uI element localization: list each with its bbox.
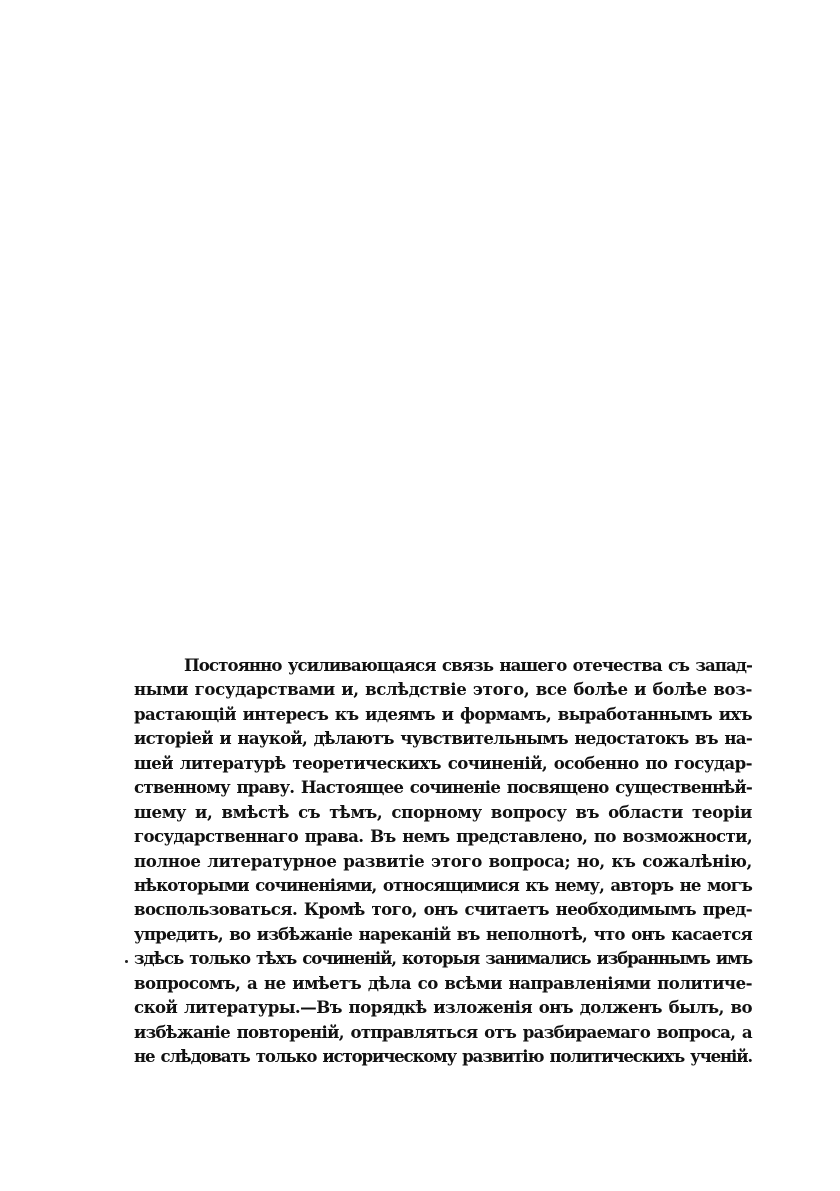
margin-mark <box>125 960 128 963</box>
text-line-17: не слѣдовать только историческому развитію политическихъ ученій. <box>134 1046 752 1066</box>
preface-paragraph <box>134 653 752 1068</box>
text-line-9: полное литературное развитіе этого вопроса; но, къ сожалѣнію, <box>134 850 752 871</box>
text-line-15: ской литературы.—Въ порядкѣ изложенія онъ долженъ былъ, во <box>134 997 752 1018</box>
text-line-5: шей литературѣ теоретическихъ сочиненій, особенно по государ- <box>134 752 752 773</box>
text-line-12: упредить, во избѣжаніе нареканій въ неполнотѣ, что онъ касается <box>134 923 752 944</box>
text-line-2: ными государствами и, вслѣдствіе этого, все болѣе и болѣе воз- <box>134 679 752 700</box>
text-line-7: шему и, вмѣстѣ съ тѣмъ, спорному вопросу въ области теоріи <box>134 801 752 822</box>
text-line-13: здѣсь только тѣхъ сочиненій, которыя занимались избраннымъ имъ <box>134 948 752 969</box>
text-line-14: вопросомъ, а не имѣетъ дѣла со всѣми направленіями политиче- <box>134 972 752 993</box>
text-line-3: растающій интересъ къ идеямъ и формамъ, выработаннымъ ихъ <box>134 703 752 724</box>
text-line-16: избѣжаніе повтореній, отправляться отъ разбираемаго вопроса, а <box>134 1021 752 1042</box>
text-line-10: нѣкоторыми сочиненіями, относящимися къ нему, авторъ не могъ <box>134 874 752 895</box>
text-line-11: воспользоваться. Кромѣ того, онъ считаетъ необходимымъ пред- <box>134 899 752 920</box>
text-line-8: государственнаго права. Въ немъ представлено, по возможности, <box>134 826 752 847</box>
text-line-1: Постоянно усиливающаяся связь нашего отечества съ запад- <box>184 655 752 675</box>
text-line-4: исторіей и наукой, дѣлаютъ чувствительнымъ недостатокъ въ на- <box>134 728 752 749</box>
text-line-6: ственному праву. Настоящее сочиненіе посвящено существеннѣй- <box>134 777 752 798</box>
